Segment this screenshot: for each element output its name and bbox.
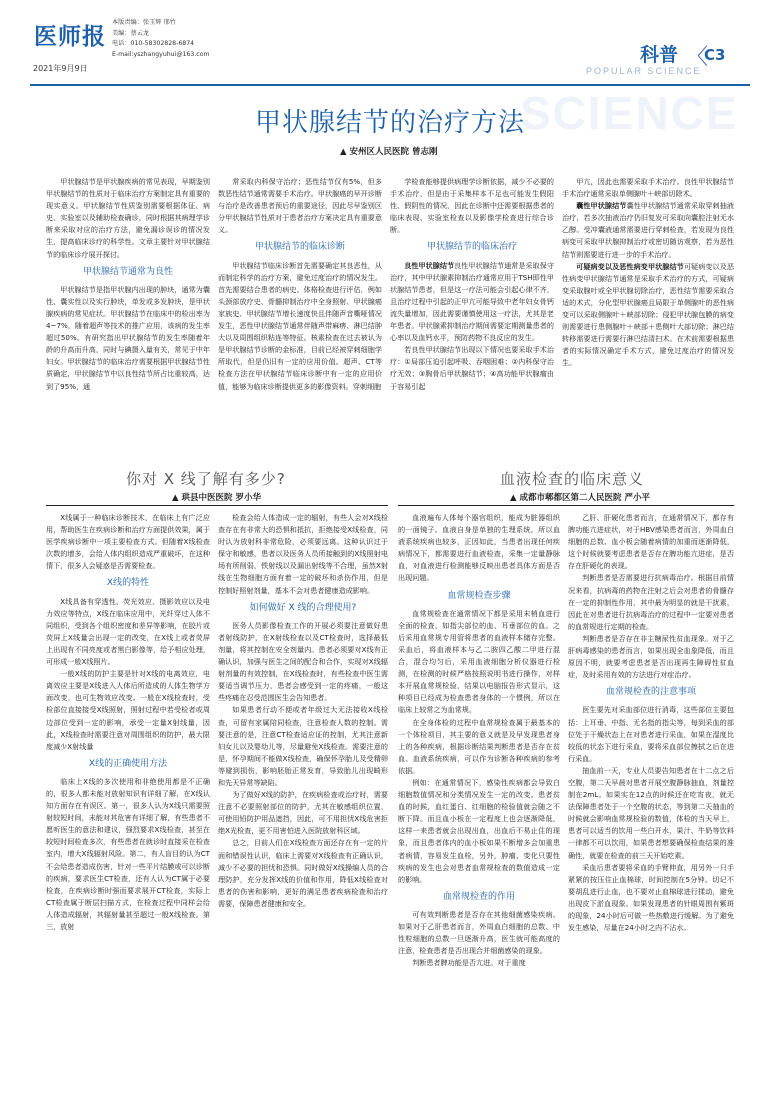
chevron-left-icon: 〈	[686, 45, 709, 70]
subheading: 甲状腺结节通常为良性	[82, 266, 173, 277]
paragraph-text: 良性甲状腺结节通常是采取保守治疗，其中甲状腺素抑制治疗通常应用于TSH即性甲状腺结节患者，但是这一疗法可能会引起心律不齐，且治疗过程中引起的正甲亢可能导致中老年妇女骨钙流失量增加，因此需要谨慎使用这一疗法，尤其是老年患者。甲状腺素抑制治疗期间需要定期测量患者的心率以及血钙水平，预防药物不良反应的发生。	[390, 260, 554, 343]
paragraph: 采血后患者要将采血的手臂伸直，用另外一只手紧紧的按压住止血棉球，时间控制在5分钟。切记不要胡乱进行止血，也不要对止血棉球进行揉动，避免出现皮下淤血现象。如果发现患者的针眼周围有紫斑的现象，24小时后可做一些热敷进行缓解。为了避免发生感染，尽量在24小时之内不沾水。	[568, 862, 734, 933]
article2-column-2	[218, 512, 388, 1104]
paragraph: 医务人员影像检查工作的开展必须要注意做好患者射线防护，在X射线检查以及CT检查时，选择最低剂量，将其控制在安全剂量内。患者必须要对X线有正确认识，加强与医生之间的配合和合作，实现对X线辐射剂量的有效控制，在X线检查时，有些检查中医生需要适当调节压力，患者会感受到一定的疼痛，一般这些疼痛在忍受范围医生会告知患者。	[218, 620, 388, 703]
staff-editor: 本版责编：张玉辉 邢竹	[112, 19, 176, 26]
section-title: 科普	[640, 44, 679, 66]
article3-byline: ▲ 成都市郫都区第二人民医院 严小平	[510, 493, 650, 503]
paragraph: 例如：在通常情况下，感染性疾病都会导致白细胞数值情况和分类情况发生一定的改变。患者贫血的时候，血红蛋白、红细胞的检验值就会随之不断下降。而且血小板在一定程度上也会逐渐降低，这样一来患者就会出现出血，出血后不易止住的现象，而且患者体内的血小板如果不断增多会加重患者病情，容易发生血栓，另外，肿瘤、变化只要性疾病的发生也会对患者血常规检查的数值造成一定的影响。	[398, 777, 560, 884]
issue-date: 2021年9月9日	[33, 64, 88, 73]
paragraph-label: 囊性甲状腺结节	[576, 201, 627, 211]
article3-rule	[398, 505, 734, 506]
paragraph: 判断患者脾功能是否亢进。对于重度	[412, 958, 526, 968]
subheading: X线的正确使用方法	[88, 758, 168, 769]
page-number: C3	[704, 46, 726, 64]
paragraph: 血常规检查在通常情况下都是采用末梢血进行全面的检查，如指尖部位的血、耳垂部位的血。之后采用血常规专用管将患者的血液样本储存完整。采血后，将血液样本与乙二胺四乙酸二甲进行混合，混合均匀后，采用血液细胞分析仪器进行检测，在检测的时候严格按照说明书进行操作，对样本开展血常规检验，结果以电脑报告形式显示，这种项目已经成为检查患者身体的一个惯例，所以在临床上较常之为血常规。	[398, 608, 560, 715]
article3-column-1	[398, 512, 560, 1104]
paragraph: 检查会给人体造成一定的辐射，有些人会对X线检查存在有非常大的恐惧和抵抗，拒绝接受X线检查，同时认为放射科非常危险，必须要远离。这种认识过于保守和敏感，患者以及医务人员所接触到的X线照射电场有所削弱，铁射线以及漏出射线等不合理，虽然X射线在生物细胞方面有着一定的破坏和杀伤作用，但是控制好照射剂量，基本不会对患者健康造成影响。	[218, 513, 388, 595]
article2-title: 你对 X 线了解有多少?	[126, 470, 286, 488]
section-watermark: SCIENCE	[520, 87, 739, 139]
subheading: 血常规检查步骤	[447, 590, 511, 601]
subheading: 血常规检查的注意事项	[605, 687, 696, 698]
staff-phone: 电话：010-58302828-6874	[112, 40, 195, 47]
staff-email: E-mail:yszhangyuhui@163.com	[112, 50, 210, 58]
paragraph: 甲状腺结节是甲状腺疾病的常见表现，早期鉴别甲状腺结节的性质对于临床治疗方案制定具有重要的现实意义。甲状腺结节性质鉴别需要根据体征、病史、实验室以及辅助检查确诊，同时根据其病理学诊断来采取对应的治疗方法，避免漏诊误诊的情况发生，提高临床诊疗的科学性。文章主要针对甲状腺结节的临床诊疗展开探讨。	[46, 177, 210, 259]
paragraph: 在全身体检的过程中血常规检查属于最基本的一个体检项目，其主要的意义就是及早发现患者身上的各种疾病，根据诊断结果判断患者是否存在贫血、血液系统疾病，可以作为诊断各种疾病的参考依据。	[398, 717, 560, 775]
paragraph: 乙肝、肝硬化患者而言，在通常情况下，都存有脾功能亢进症状，对于HBV感染患者而言，外周血白细胞的总数、血小板会随着病情的加重而逐渐降低，这个时候就要考虑患者是否存在脾功能亢进症，是否存在肝硬化的表现。	[568, 513, 734, 571]
subheading: 血常规检查的作用	[442, 891, 515, 902]
paragraph: 血液遍布人体每个器官组织，能成为脏器组织的一面镜子。血液自身是单独的生理系统，所以血液系统疾病也较多，正因如此，当患者出现任何疾病情况下，都需要进行血液检查，采集一定量静脉血，对血液进行检测能够反映出患者具体方面是否出现问题。	[398, 513, 560, 583]
article1-column-2	[218, 176, 382, 476]
paragraph	[562, 261, 734, 370]
staff-designer: 美编：蔡云龙	[112, 29, 150, 37]
paragraph: 临床上X线的多次使用和非绝使用都是不正确的，很多人都未能对放射知识有详细了解，在X线认知方面存在有误区。第一，很多人认为X线只需要照射较短时间，未能对其危害有详细了解，有些患者不愿听医生的意法和建议，强烈要求X线检查，甚至在较短时间检查多次，有些患者在就诊时直接采在检查室内，增大X线辐射风险。第二，有人盲目的认为CT不会给患者造成伤害，针对一些平片结膜或可以诊断的疾病，要求医生CT检查，还有人认为CT属于必要检查，在疾病诊断时强而要求展开CT检查，实际上CT检查属于断层扫描方式，在检查过程中同样会给人体造成辐射，其辐射量甚至超过一般X线检查。第三，放射	[46, 776, 210, 931]
paragraph-label: 良性甲状腺结节	[404, 260, 455, 270]
paragraph: 为了做好X线的防护，在疾病检查或治疗时，需要注意不必要照射部位的防护，尤其在敏感组织位置，可使用铅防护用品遮挡，因此，可不用担忧X线危害拒绝X光检查，更不用害怕进入医院放射科区域。	[218, 790, 388, 836]
article1-column-1	[46, 176, 210, 476]
paragraph	[390, 260, 554, 345]
subheading: X线的特性	[106, 578, 150, 589]
paragraph: X线具备有穿透性、荧光效应、摄影效应以及电力效应等特点，X线在临床应用中，光纤穿过人体不同组织，受到各个组织密度和差异等影响，在胶片或荧屏上X线量会出现一定的改变，在X线上或者荧屏上出现有不同亮度或者黑白影像等，给予相应处理，可形成一般X线照片。	[46, 596, 210, 667]
article1-byline: ▲ 安州区人民医院 曾志刚	[340, 147, 438, 157]
subheading: 甲状腺结节的临床诊断	[254, 242, 345, 253]
paragraph	[562, 200, 734, 260]
paragraph-text: 可疑病变以及恶性病变甲状腺结节通常是采取手术治疗的方式，可疑病变采取腺叶或全甲状腺切除治疗，恶性结节需要采取合适的术式，分化型甲状腺癌且局限于单侧腺叶的恶性病变可以采取侧腺叶＋峡部切除；侵犯甲状腺包膜的病变则需要进行患侧腺叶＋峡部＋患侧叶大部切除；淋巴结转移需要进行需要行淋巴结清扫术。在术前需要根据患者的实际情况确定手术方式，避免过度治疗的情况发生。	[562, 261, 734, 368]
paragraph: 甲亢，因此也需要采取手术治疗。良性甲状腺结节手术治疗通常采取单侧腺叶＋峡部切除术。	[562, 177, 734, 199]
paragraph: 如果患者行动不便或者年级过大无法接收X线检查，可留有家属陪同检查，注意检查人数的控制。需要注意的是，注意CT检查适应证的控制，尤其注意新妇女儿以及婴幼儿等，尽量避免X线检查。需要注意的是，怀孕期间不能做X线检查，确保怀孕胎儿及受精卵等避到损伤，影响胚胎正常发育，导致胎儿出现畸形和先天异常等缺陷。	[218, 705, 388, 787]
header-rule	[30, 84, 750, 86]
paragraph: 判断患者是否存在非主糖尿性贫血现象。对于乙肝病毒感染的患者而言，如果出现全血象降低，而且原因不明，就要考虑患者是否出现再生障碍性贫血症，及时采用有效的方法进行对症治疗。	[568, 633, 734, 680]
paragraph: 总之，目前人们在X线检查方面还存在有一定的片面和错误性认识，临床上需要对X线检查有正确认识，减少不必要的担忧和恐惧。同时做好X线操编人员的合理防护，充分发挥X线的价值和作用，降低X线检查对患者的伤害和影响，更好的满足患者疾病检查和治疗需要，保障患者健康和安全。	[218, 838, 388, 908]
masthead-logo: 医师报	[34, 23, 106, 50]
article3-column-2	[568, 512, 734, 1104]
paragraph: 抽血前一天，专业人员要告知患者在十二点之后空腹，第二天早晨对患者开展空腹静脉抽血，剂量控制在2mL。如果实在12点的时候还在吃宵夜，就无法保障患者处于一个空腹的状态，等到第二天抽血的时候就会影响血常规检验的数值，体检的当天早上，患者可以适当的饮用一些白开水，果汁、牛奶等饮料一律都不可以饮用，如果患者想要确保检查结果的准确性，就要在检查的前三天开始吃素。	[568, 765, 734, 860]
paragraph: 判断患者是否需要进行抗病毒治疗。根据目前情况来看，抗病毒的药物在注射之后会对患者的骨髓存在一定的抑制性作用，其中最为明显的就是干扰素，因此在对患者进行抗病毒治疗的过程中一定要对患者的血常规进行定期的检查。	[568, 573, 734, 631]
article1-title: 甲状腺结节的治疗方法	[254, 108, 525, 138]
paragraph-label: 可疑病变以及恶性病变甲状腺结节	[576, 261, 684, 271]
paragraph: 一般X线的防护主要是针对X线的电离效应，电离效应主要是X线进入人体后所造成的人体生物学方面改变，也可生物效应改变。一般在X线检查时，受检部位直接接受X线照射，照射过程中若受检者或周边部位受到一定的影响，承受一定量X射线量，因此，X线检查时需要注意对周围组织的防护，最大限度减少X射线量	[46, 669, 210, 751]
paragraph: 可有效判断患者是否存在其他细菌感染疾病。如果对于乙肝患者而言，外周血白细胞的总数、中性粒细胞的总数一旦逐渐升高，医生就可能高度的注意，检查患者是否出现合并细菌感染的现象。	[398, 909, 560, 956]
article1-column-3	[390, 176, 554, 476]
article2-column-1	[46, 512, 210, 1104]
subheading: 如何做好 X 线的合理使用?	[249, 602, 357, 613]
paragraph-text: 囊性甲状腺结节通常采取穿刺抽液治疗，若多次抽液治疗仍旧复发可采取向囊腔注射无水乙醇。受冲囊液通常需要进行穿刺检查，若发现为良性病变可采取甲状腺抑制治疗或密切随访观察，若为恶性结节则需要进行进一步的手术治疗。	[562, 201, 734, 259]
article2-rule	[46, 505, 388, 506]
paragraph: 甲状腺结节是指甲状腺内出现的肿块，通常为囊性、囊实性以及实行肿块，单发或多发肿块，是甲状腺疾病的常见症状。甲状腺结节在临床中的检出率为4~7%，随着超声等技术的推广应用，该病的发生率超过50%。有研究指出甲状腺结节的发生率随着年龄的升高而升高，同时与碘摄入量有关，常见于中年妇女。甲状腺结节的临床治疗需要根据甲状腺结节性质确定，甲状腺结节中以良性结节所占比重较高，达到了95%，通	[46, 284, 210, 391]
article1-column-4	[562, 176, 734, 476]
section-subtitle: POPULAR SCIENCE	[586, 66, 702, 76]
paragraph: 若良性甲状腺结节出现以下情况也要采取手术治疗：①局部压迫引起呼吸、吞咽困难；②内科保守治疗无效；③胸骨后甲状腺结节；④高功能甲状腺瘤由于容易引起	[390, 345, 554, 391]
article2-byline: ▲ 珙县中医医院 罗小华	[172, 493, 261, 503]
staff-info	[112, 18, 210, 60]
paragraph: 医生要先对采血部位进行消毒，这些部位主要包括：上耳垂、中指、无名指的指尖等，每到采血的部位处于干燥状态上在对患者进行采血，如果在湿度比较低的状态下进行采血，要将采血部位擦拭之后在进行采血。	[568, 705, 734, 763]
subheading: 甲状腺结节的临床治疗	[426, 242, 517, 253]
article3-title: 血液检查的临床意义	[500, 470, 645, 488]
paragraph: X线属于一种临床诊断技术，在临床上有广泛应用，帮助医生在疾病诊断和治疗方面提供效果，属于医学疾病诊断中一项主要检查方式。但随着X线检查次数的增多，会给人体内组织造成严重破坏，在这种情下，很多人会疑惑是否需要检查。	[46, 513, 210, 571]
paragraph: 学检查能够提供病理学诊断依据，减少不必要的手术治疗，但是由于采集样本不足也可能发生假阳性、假阴性的情况，因此在诊断中还需要根据患者的临床表现、实验室检查以及影像学检查进行综合诊断。	[390, 177, 554, 235]
paragraph: 常采取内科保守治疗；恶性结节仅有5%，但多数恶性结节通常需要手术治疗。甲状腺癌的早开诊断与治疗是改善患者预后的重要途径，因此尽早鉴别区分甲状腺结节性质对于患者治疗方案决定具有重要意义。	[218, 177, 382, 235]
paragraph: 甲状腺结节临床诊断首先需要确定其良恶性，从而制定科学的治疗方案，避免过度治疗的情况发生。首先需要结合患者的病史、体格检查进行评估，例如头颈部放疗史、骨髓抑制治疗中全身照射、甲状腺癌家族史、甲状腺结节增长速度快且伴随声音嘶哑情况发生，恶性甲状腺结节通常伴随声带麻痹、淋巴结肿大以及周围组织粘连等特征。核素检查在过去被认为是甲状腺结节诊断的金标准，目前已经被穿刺细胞学所取代，但是仍旧有一定的应用价值。超声、CT等检查方法在甲状腺结节临床诊断中有一定的应用价值，能够为临床诊断提供更多的影像资料。穿刺细胞	[218, 260, 382, 391]
